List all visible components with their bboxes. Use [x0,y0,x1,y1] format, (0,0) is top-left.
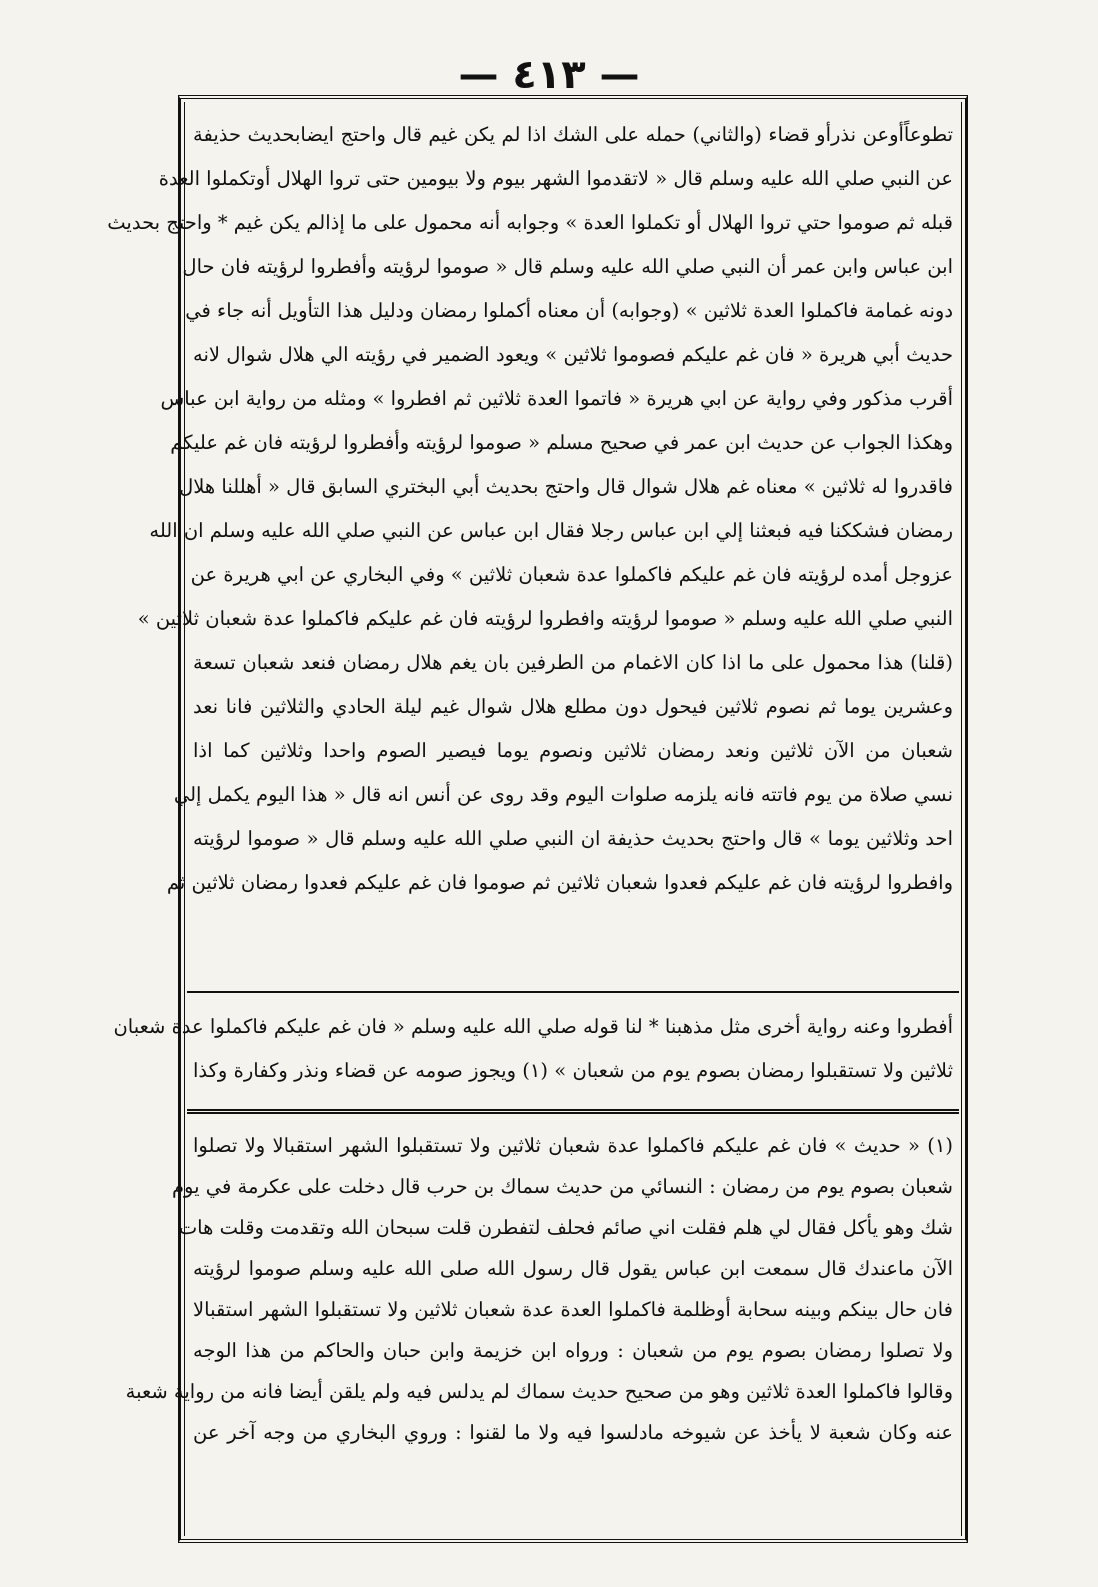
continuation-text-line: ثلاثين ولا تستقبلوا رمضان بصوم يوم من شعبان » (١) ويجوز صومه عن قضاء ونذر وكفارة وكذا [193,1059,953,1082]
footnote-line: وقالوا فاكملوا العدة ثلاثين وهو من صحيح حديث سماك لم يدلس فيه ولم يلقن أيضا فانه من رواية شعبة [125,1380,953,1403]
main-text-line: عزوجل أمده لرؤيته فان غم عليكم فاكملوا عدة شعبان ثلاثين » وفي البخاري عن ابي هريرة عن [190,563,953,586]
continuation-text-block [113,1005,953,1101]
main-text-line: وعشرين يوما ثم نصوم ثلاثين فيحول دون مطلع هلال شوال غيم ليلة الحادي والثلاثين فانا نعد [193,695,953,718]
main-text-line: ابن عباس وابن عمر أن النبي صلي الله عليه وسلم قال « صوموا لرؤيته وأفطروا لرؤيته فان حال [182,255,953,278]
main-text-line: رمضان فشككنا فيه فبعثنا إلي ابن عباس رجلا فقال ابن عباس عن النبي صلي الله عليه وسلم ان الله [149,519,953,542]
main-text-line: تطوعاًأوعن نذرأو قضاء (والثاني) حمله على الشك اذا لم يكن غيم قال واحتج ايضابحديث حذيفة [193,123,953,146]
main-text-line: (قلنا) هذا محمول على ما اذا كان الاغمام من الطرفين بان يغم هلال رمضان فنعد شعبان تسعة [193,651,953,674]
main-text-line: شعبان من الآن ثلاثين ونعد رمضان ثلاثين ونصوم يوما فيصير الصوم واحدا وثلاثين كما اذا [193,739,953,762]
main-text-line: قبله ثم صوموا حتي تروا الهلال أو تكملوا العدة » وجوابه أنه محمول على ما إذالم يكن غيم * واحتج بحديث [107,211,953,234]
footnote-block [125,1125,953,1535]
main-text-line: عن النبي صلي الله عليه وسلم قال « لاتقدموا الشهر بيوم ولا بيومين حتى تروا الهلال أوتكملوا العدة [158,167,953,190]
footnote-line: (١) « حديث » فان غم عليكم فاكملوا عدة شعبان ثلاثين ولا تستقبلوا الشهر استقبالا ولا تصلوا [193,1134,953,1157]
main-text-line: حديث أبي هريرة « فان غم عليكم فصوموا ثلاثين » ويعود الضمير في رؤيته الي هلال شوال لانه [193,343,953,366]
page-number: — ٤١٣ — [458,52,640,98]
footnote-line: ولا تصلوا رمضان بصوم يوم من شعبان : ورواه ابن خزيمة وابن حبان والحاكم من هذا الوجه [193,1339,953,1362]
main-text-line: النبي صلي الله عليه وسلم « صوموا لرؤيته وافطروا لرؤيته فان غم عليكم فاكملوا عدة شعبان ثلاثين » [137,607,953,630]
continuation-text-line: أفطروا وعنه رواية أخرى مثل مذهبنا * لنا قوله صلي الله عليه وسلم « فان غم عليكم فاكملوا عدة شعبان [113,1015,953,1038]
footnote-line: الآن ماعندك قال سمعت ابن عباس يقول قال رسول الله صلى الله عليه وسلم صوموا لرؤيته [193,1257,953,1280]
main-text-line: أقرب مذكور وفي رواية عن ابي هريرة « فاتموا العدة ثلاثين ثم افطروا » ومثله من رواية ابن عباس [160,387,953,410]
main-text-line: وهكذا الجواب عن حديث ابن عمر في صحيح مسلم « صوموا لرؤيته وأفطروا لرؤيته فان غم عليكم [170,431,953,454]
footnote-line: شعبان بصوم يوم من رمضان : النسائي من حديث سماك بن حرب قال دخلت على عكرمة في يوم [171,1175,953,1198]
main-text-line: دونه غمامة فاكملوا العدة ثلاثين » (وجوابه) أن معناه أكملوا رمضان ودليل هذا التأويل أنه جاء في [185,299,953,322]
footnote-divider [187,1109,959,1114]
main-text-line: نسي صلاة من يوم فاتته فانه يلزمه صلوات اليوم وقد روى عن أنس انه قال « هذا اليوم يكمل إلي [173,783,953,806]
main-text-block [107,113,953,985]
page-frame [107,95,968,1543]
footnote-line: شك وهو يأكل فقال لي هلم فقلت اني صائم فحلف لتفطرن قلت سبحان الله وتقدمت وقلت هات [178,1216,953,1239]
main-text-line: احد وثلاثين يوما » قال واحتج بحديث حذيفة ان النبي صلي الله عليه وسلم قال « صوموا لرؤيته [193,827,953,850]
section-divider [187,991,959,993]
footnote-line: عنه وكان شعبة لا يأخذ عن شيوخه مادلسوا فيه ولا ما لقنوا : وروي البخاري من وجه آخر عن [193,1421,953,1444]
footnote-line: فان حال بينكم وبينه سحابة أوظلمة فاكملوا العدة عدة شعبان ثلاثين ولا تستقبلوا الشهر استقبالا [193,1298,953,1321]
main-text-line: وافطروا لرؤيته فان غم عليكم فعدوا شعبان ثلاثين ثم صوموا فان غم عليكم فعدوا رمضان ثلاثين ثم [166,871,953,894]
main-text-line: فاقدروا له ثلاثين » معناه غم هلال شوال قال واحتج بحديث أبي البختري السابق قال « أهللنا هلال [179,475,953,498]
